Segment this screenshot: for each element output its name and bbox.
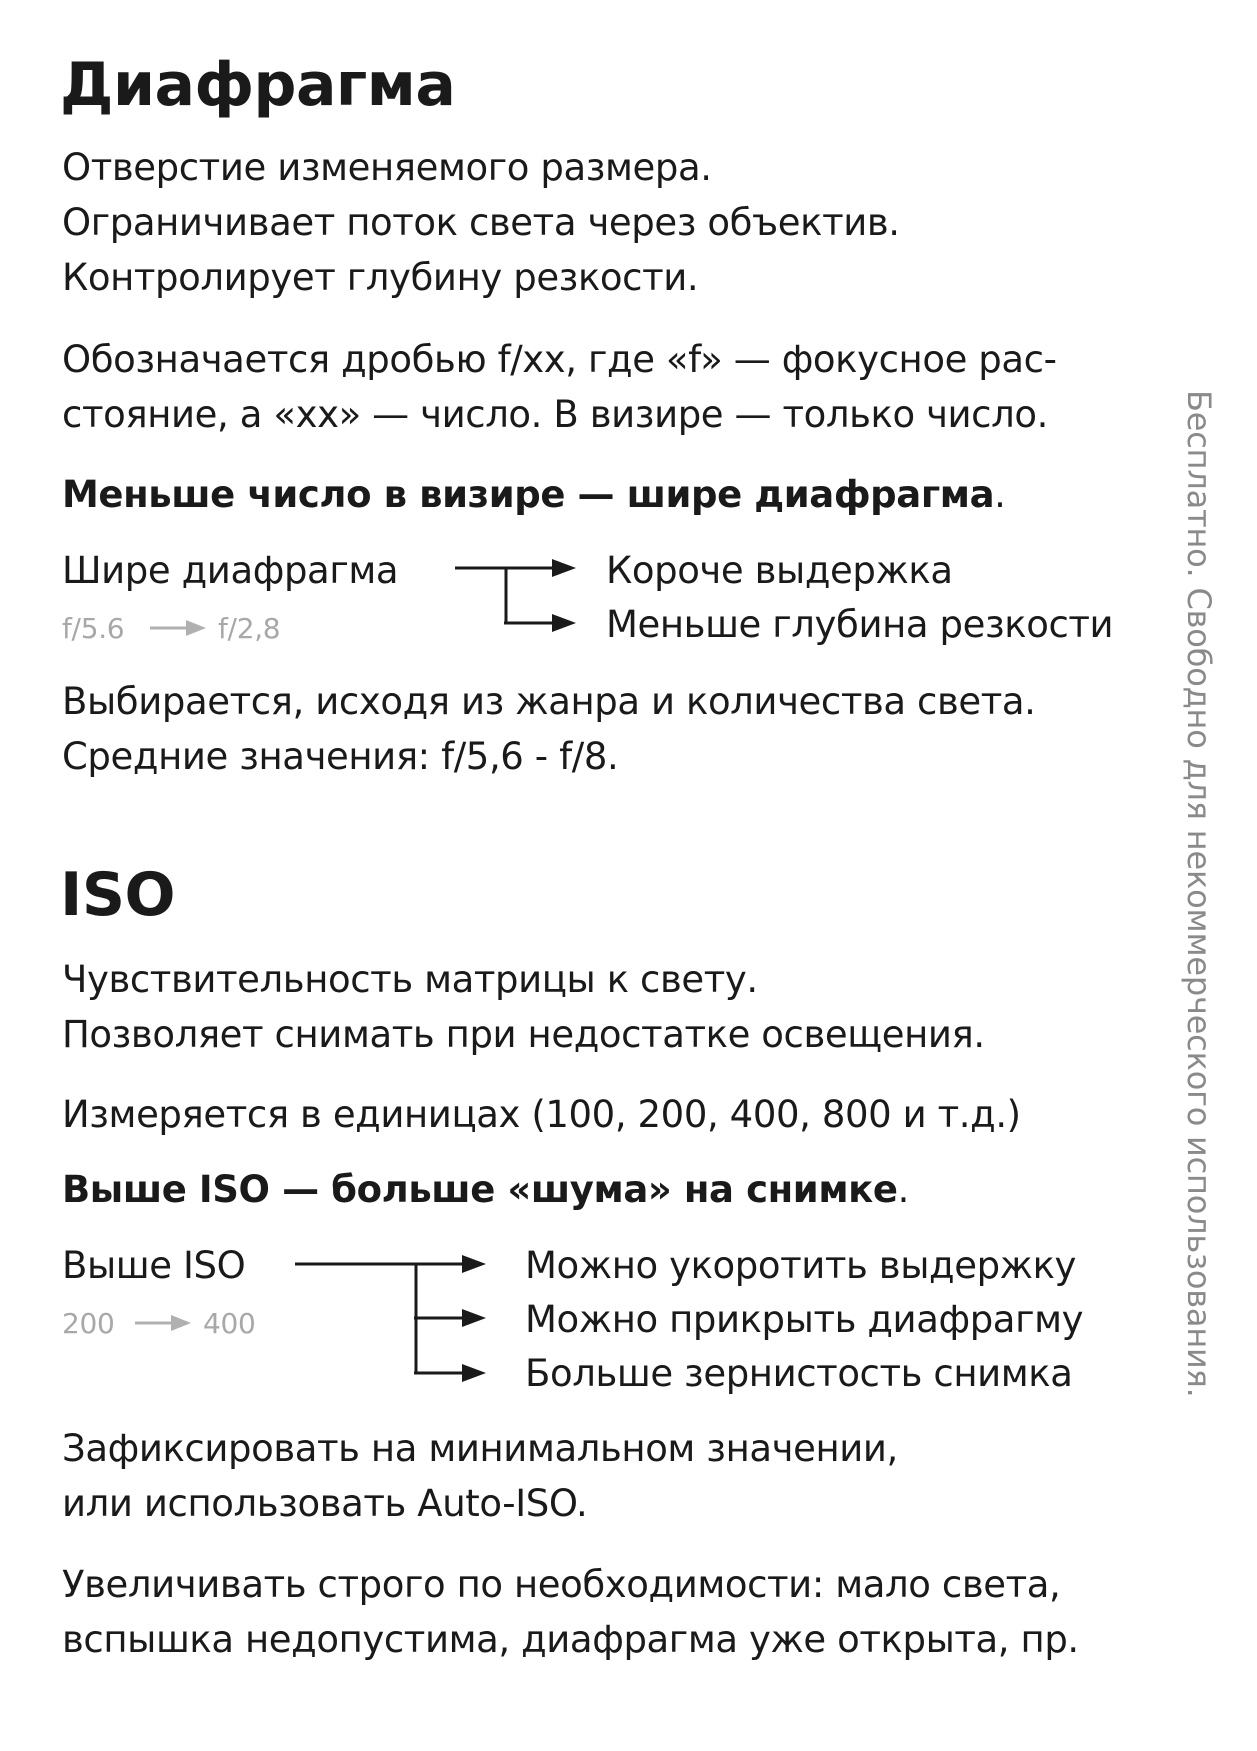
- text-line: Средние значения: f/5,6 - f/8.: [62, 735, 619, 778]
- aperture-from-value: f/5.6: [62, 612, 125, 645]
- text-line: Обозначается дробью f/xx, где «f» — фокусное рас-: [62, 338, 1057, 381]
- rule-dot: .: [994, 473, 1006, 516]
- aperture-result-shutter: Короче выдержка: [606, 549, 953, 592]
- iso-result-aperture: Можно прикрыть диафрагму: [525, 1298, 1084, 1341]
- aperture-to-value: f/2,8: [218, 612, 281, 645]
- text-line: Зафиксировать на минимальном значении,: [62, 1427, 898, 1470]
- iso-to-value: 400: [203, 1307, 256, 1340]
- text-line: Контролирует глубину резкости.: [62, 256, 699, 299]
- iso-branch-arrow: [295, 1255, 486, 1382]
- text-line: или использовать Auto-ISO.: [62, 1482, 588, 1525]
- license-note: Бесплатно. Свободно для некоммерческого использования.: [1180, 390, 1218, 1398]
- text-line: Выбирается, исходя из жанра и количества света.: [62, 680, 1036, 723]
- text-line: Ограничивает поток света через объектив.: [62, 201, 900, 244]
- iso-from-value: 200: [62, 1307, 115, 1340]
- iso-result-shutter: Можно укоротить выдержку: [525, 1244, 1077, 1287]
- iso-change-arrow: [135, 1315, 191, 1331]
- text-line: Увеличивать строго по необходимости: мало света,: [62, 1563, 1061, 1606]
- iso-result-grain: Больше зернистость снимка: [525, 1352, 1073, 1395]
- text-line: Отверстие изменяемого размера.: [62, 146, 712, 189]
- rule-dot: .: [897, 1168, 909, 1211]
- aperture-change-arrow: [150, 620, 206, 636]
- text-line: Позволяет снимать при недостатке освещения.: [62, 1013, 985, 1056]
- text-line: вспышка недопустима, диафрагма уже открыта, пр.: [62, 1618, 1079, 1661]
- iso-units: Измеряется в единицах (100, 200, 400, 800 и т.д.): [62, 1093, 1021, 1136]
- aperture-diagram-source: Шире диафрагма: [62, 549, 399, 592]
- iso-title: ISO: [60, 860, 176, 930]
- text-line: Чувствительность матрицы к свету.: [62, 958, 758, 1001]
- aperture-title: Диафрагма: [60, 50, 456, 120]
- aperture-result-depth: Меньше глубина резкости: [606, 603, 1114, 646]
- text-line: стояние, а «xx» — число. В визире — только число.: [62, 393, 1048, 436]
- rule-bold: Меньше число в визире — шире диафрагма: [62, 473, 995, 516]
- aperture-branch-arrow: [455, 559, 576, 632]
- rule-bold: Выше ISO — больше «шума» на снимке: [62, 1168, 898, 1211]
- iso-diagram-source: Выше ISO: [62, 1244, 246, 1287]
